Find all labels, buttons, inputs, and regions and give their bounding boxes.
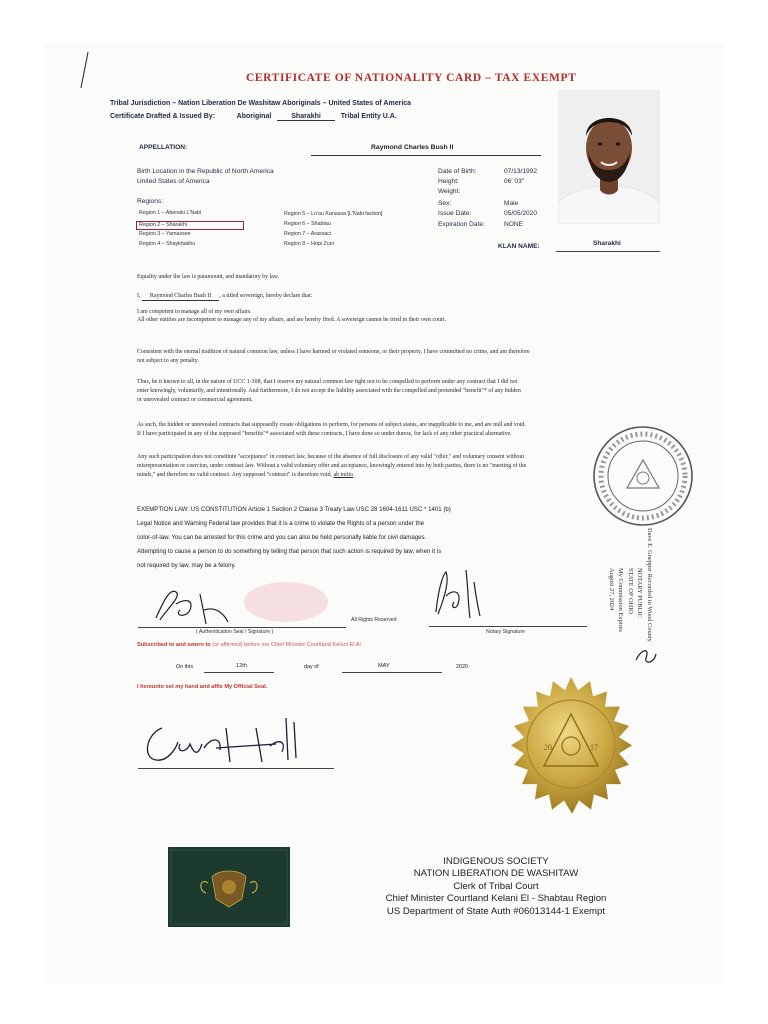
region-right-1: Region 5 – Lo'au Kanassa [L'Nabi faction] bbox=[284, 211, 383, 217]
seal-text-left: 20 bbox=[544, 743, 552, 752]
authentication-caption: ( Authentication Seal / Signature ) bbox=[196, 629, 274, 635]
notary-line-1: Dave E. Gnepper Recorded in Wood County bbox=[646, 528, 653, 642]
drafted-entity: Tribal Entity U.A. bbox=[340, 113, 397, 120]
year-value: 2020 bbox=[456, 664, 468, 670]
issue-date-value: 05/05/2020 bbox=[504, 210, 538, 217]
para2-line-3: or unrevealed contract or commercial agreement. bbox=[137, 397, 253, 403]
dob-value: 07/13/1992 bbox=[504, 168, 538, 175]
day-line bbox=[204, 672, 274, 673]
issue-date-label: Issue Date: bbox=[438, 210, 472, 217]
pen-mark-icon bbox=[78, 50, 92, 90]
ab-initio: ab initio bbox=[333, 472, 353, 478]
weight-label: Weight: bbox=[438, 188, 461, 195]
month-value: MAY bbox=[378, 663, 390, 669]
para4-line-3-prefix: minds," and therefore no valid contract. Any supposed "contract" is therefore void, bbox=[137, 472, 333, 478]
footer-line-4: Chief Minister Courtland Kelani El - Shabtau Region bbox=[385, 893, 607, 905]
subscribed-line bbox=[137, 642, 361, 648]
competent-line-1: I am competent to manage all of my own affairs. bbox=[137, 309, 252, 315]
birth-line-1: Birth Location in the Republic of North America bbox=[137, 168, 274, 175]
exemption-line-5: not required by law, may be a felony. bbox=[137, 562, 236, 569]
all-rights-reserved: All Rights Reserved bbox=[351, 617, 397, 623]
para3-line-2: If I have participated in any of the supposed "benefits"* associated with these contracts, I have done so under duress, for lack of any other practical alternative. bbox=[137, 431, 512, 437]
birth-line-2: United States of America bbox=[137, 178, 210, 185]
certificate-title: CERTIFICATE OF NATIONALITY CARD – TAX EXEMPT bbox=[246, 72, 577, 84]
appellation-label: APPELLATION: bbox=[139, 144, 188, 151]
equality-statement: Equality under the law is paramount, and mandatory by law. bbox=[137, 274, 280, 280]
para4-line-1: Any such participation does not constitute "acceptance" in contract law, because of the absence of full disclosure of any valid "offer," and voluntary consent without bbox=[137, 454, 525, 460]
hereunto-line: I hereunto set my hand and affix My Official Seal. bbox=[137, 684, 268, 690]
drafted-by bbox=[110, 113, 397, 121]
notary-signature-caption: Notary Signature bbox=[486, 629, 525, 635]
authentication-signature bbox=[146, 580, 336, 630]
region-left-1: Region 1 – Abenaki L'Nabi bbox=[139, 210, 202, 216]
day-value: 12th bbox=[236, 663, 247, 669]
para2-line-2: enter knowingly, voluntarily, and intentionally. And furthermore, I do not accept the liability associated with the compelled and pretended "benefit"* of any hidden bbox=[137, 388, 521, 394]
sex-value: Male bbox=[504, 200, 519, 207]
declaration-intro bbox=[137, 292, 312, 301]
chief-signature-line bbox=[138, 768, 334, 769]
para2-line-1: Thus, be it known to all, in the nature of UCC 1-308, that I reserve my natural common law right not to be compelled to perform under any contract that I did not bbox=[137, 379, 518, 385]
notary-stamp-text bbox=[606, 528, 654, 642]
notary-line-3: STATE OF OHIO bbox=[626, 568, 634, 614]
region-right-2: Region 6 – Shabtau bbox=[284, 221, 331, 227]
exemption-line-3: color-of-law. You can be arrested for this crime and you can also be held personally liable for civil damages. bbox=[137, 534, 427, 541]
drafted-value: Sharakhi bbox=[277, 113, 335, 121]
para1-line-2: not subject to any penalty. bbox=[137, 358, 199, 364]
footer-line-2: NATION LIBERATION DE WASHITAW bbox=[413, 868, 579, 880]
height-label: Height: bbox=[438, 178, 459, 185]
region-right-4: Region 8 – Hopi Zuni bbox=[284, 241, 334, 247]
exemption-line-2: Legal Notice and Warning Federal law provides that it is a crime to violate the Rights of a person under the bbox=[137, 520, 425, 527]
authentication-line bbox=[138, 627, 346, 628]
notary-line-5: August 27, 2024 bbox=[607, 568, 615, 611]
emblem-icon bbox=[168, 847, 290, 927]
exemption-line-4: Attempting to cause a person to do something by telling that person that such action is required by law, when it is bbox=[137, 548, 442, 555]
notary-line-2: NOTARY PUBLIC bbox=[636, 568, 644, 618]
para4-line-2: misrepresentation or coercion, under contract law. Without a valid voluntary offer and acceptance, knowingly entered into by both parties, there is no "meeting of the bbox=[137, 463, 527, 469]
sex-label: Sex: bbox=[438, 200, 452, 207]
tribal-jurisdiction: Tribal Jurisdiction – Nation Liberation De Washitaw Aboriginals – United States of America bbox=[110, 100, 412, 107]
region-left-2: Region 2 – Sharakhi bbox=[139, 222, 187, 228]
gold-seal-icon bbox=[484, 656, 658, 830]
para4-line-3 bbox=[137, 471, 353, 479]
intro-suffix: , a titled sovereign, hereby declare that: bbox=[219, 293, 313, 299]
month-line bbox=[342, 672, 442, 673]
day-of-label: day of bbox=[304, 664, 319, 670]
appellation-underline bbox=[311, 155, 541, 156]
footer-block bbox=[361, 856, 631, 918]
intro-prefix: I, bbox=[137, 293, 141, 299]
region-left-3: Region 3 – Yamassee bbox=[139, 231, 191, 237]
dob-label: Date of Birth: bbox=[438, 168, 477, 175]
intro-name: Raymond Charles Bush II bbox=[142, 292, 219, 301]
region-left-4: Region 4 – Shaykhakhu bbox=[139, 241, 196, 247]
subscribed-prefix: Subscribed to and sworn to bbox=[137, 642, 211, 648]
para3-line-1: As such, the hidden or unrevealed contracts that supposedly create obligations to perform, for persons of subject status, are inapplicable to me, and are null and void. bbox=[137, 422, 526, 428]
appellation-value: Raymond Charles Bush II bbox=[371, 144, 454, 151]
region-highlight-box bbox=[136, 221, 244, 230]
drafted-label: Certificate Drafted & Issued By: bbox=[110, 113, 216, 120]
drafted-aboriginal: Aboriginal bbox=[236, 113, 272, 120]
klan-name-underline bbox=[556, 251, 660, 252]
expiration-value: NONE bbox=[504, 221, 524, 228]
footer-line-1: INDIGENOUS SOCIETY bbox=[443, 856, 549, 867]
on-this-label: On this bbox=[176, 664, 194, 670]
exemption-line-1: EXEMPTION LAW: US CONSTITUTION Article 1 Section 2 Clause 3 Treaty Law USC 28 1604-1611 USC * 1401 (b) bbox=[137, 506, 451, 513]
height-value: 06' 03" bbox=[504, 178, 525, 185]
klan-name-value: Sharakhi bbox=[593, 240, 621, 247]
regions-label: Regions: bbox=[137, 198, 164, 205]
subscribed-rest: (or affirmed) before me Chief Minister Courtland Kelani El Al bbox=[212, 642, 361, 648]
footer-line-5: US Department of State Auth #06013144-1 Exempt bbox=[386, 905, 606, 917]
notary-signature bbox=[428, 562, 498, 628]
klan-name-label: KLAN NAME: bbox=[498, 243, 540, 250]
footer-line-3: Clerk of Tribal Court bbox=[453, 880, 539, 892]
certificate-page bbox=[46, 44, 722, 982]
expiration-label: Expiration Date: bbox=[438, 221, 485, 228]
region-right-3: Region 7 – Arassaci bbox=[284, 231, 332, 237]
competent-line-2: All other entities are incompetent to manage any of my affairs, and are hereby fired. A sovereign cannot be tried in their own court. bbox=[137, 317, 447, 323]
notary-line-4: My Commission Expires bbox=[617, 568, 625, 632]
para1-line-1: Consistent with the eternal tradition of natural common law, unless I have harmed or violated someone, or their property, I have committed no crime, and am therefore bbox=[137, 349, 530, 355]
photo-portrait bbox=[558, 90, 660, 224]
seal-text-right: 17 bbox=[590, 743, 598, 752]
notary-seal-icon bbox=[591, 424, 695, 528]
notary-signature-line bbox=[429, 626, 587, 627]
